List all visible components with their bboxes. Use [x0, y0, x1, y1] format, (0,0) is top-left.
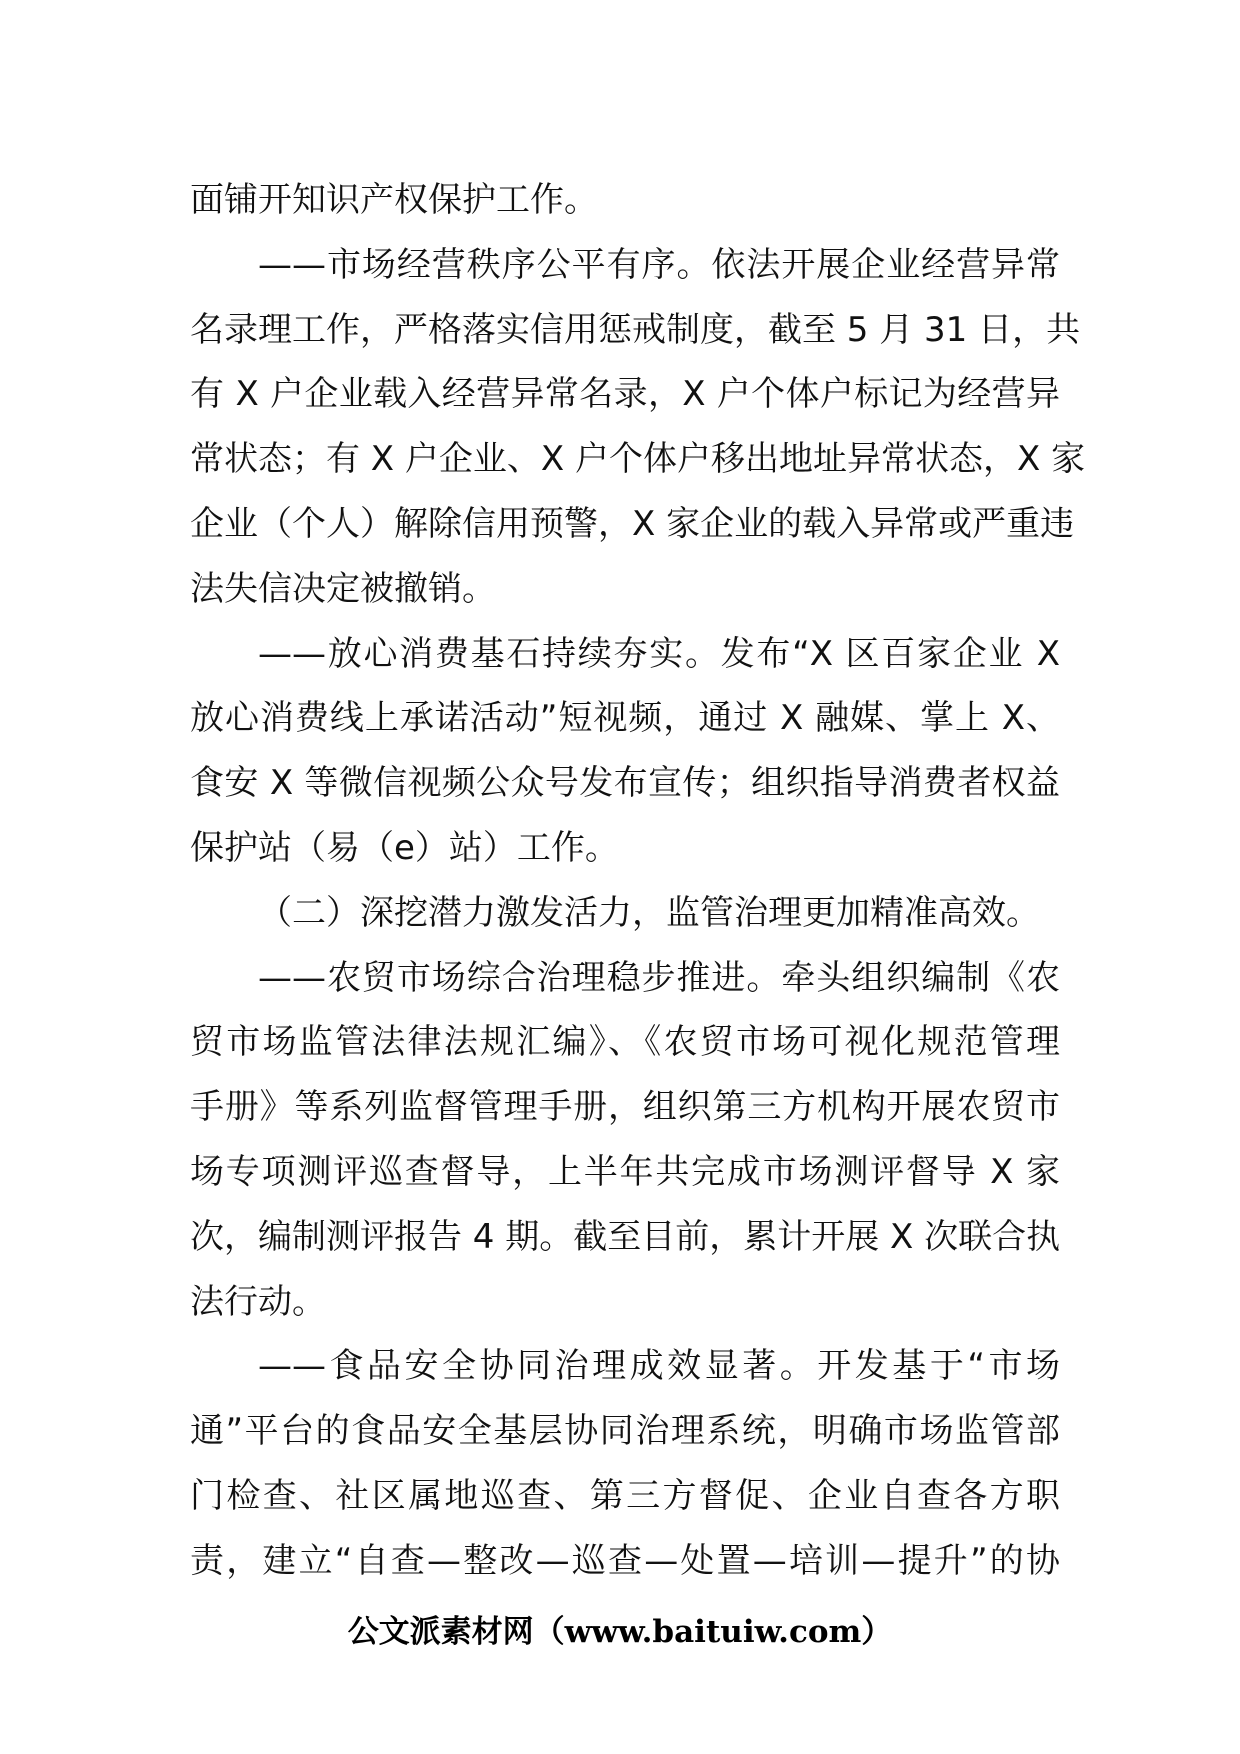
document-body	[190, 168, 1086, 1594]
footer-watermark: 公文派素材网（www.baituiw.com）	[347, 1614, 893, 1650]
text-line: 法失信决定被撤销。	[190, 568, 496, 609]
text-line: ——食品安全协同治理成效显著。开发基于“市场	[258, 1346, 1060, 1387]
text-line: 场专项测评巡查督导，上半年共完成市场测评督导 X 家	[190, 1151, 1060, 1192]
text-line: 保护站（易（e）站）工作。	[190, 827, 619, 868]
text-line: 常状态；有 X 户企业、X 户个体户移出地址异常状态，X 家	[190, 439, 1086, 480]
text-line: 面铺开知识产权保护工作。	[190, 180, 598, 220]
text-line: 放心消费线上承诺活动”短视频，通过 X 融媒、掌上 X、	[190, 698, 1060, 739]
text-line: 企业（个人）解除信用预警，X 家企业的载入异常或严重违	[190, 503, 1075, 544]
text-line: 通”平台的食品安全基层协同治理系统，明确市场监管部	[190, 1411, 1060, 1452]
text-line: 法行动。	[190, 1281, 326, 1322]
text-line: 手册》等系列监督管理手册，组织第三方机构开展农贸市	[190, 1087, 1060, 1128]
text-line: ——市场经营秩序公平有序。依法开展企业经营异常	[258, 244, 1060, 285]
text-line: 次，编制测评报告 4 期。截至目前，累计开展 X 次联合执	[190, 1216, 1061, 1257]
text-line: 食安 X 等微信视频公众号发布宣传；组织指导消费者权益	[190, 763, 1060, 804]
text-line: 贸市场监管法律法规汇编》、《农贸市场可视化规范管理	[190, 1022, 1060, 1063]
text-line: 责，建立“自查—整改—巡查—处置—培训—提升”的协	[190, 1540, 1060, 1581]
section-heading: （二）深挖潜力激发活力，监管治理更加精准高效。	[258, 892, 1040, 933]
text-line: 门检查、社区属地巡查、第三方督促、企业自查各方职	[190, 1475, 1060, 1516]
text-line: ——放心消费基石持续夯实。发布“X 区百家企业 X	[258, 633, 1060, 674]
text-line: 有 X 户企业载入经营异常名录，X 户个体户标记为经营异	[190, 374, 1060, 415]
text-line: 名录理工作，严格落实信用惩戒制度，截至 5 月 31 日，共	[190, 309, 1081, 350]
text-line: ——农贸市场综合治理稳步推进。牵头组织编制《农	[258, 957, 1060, 998]
